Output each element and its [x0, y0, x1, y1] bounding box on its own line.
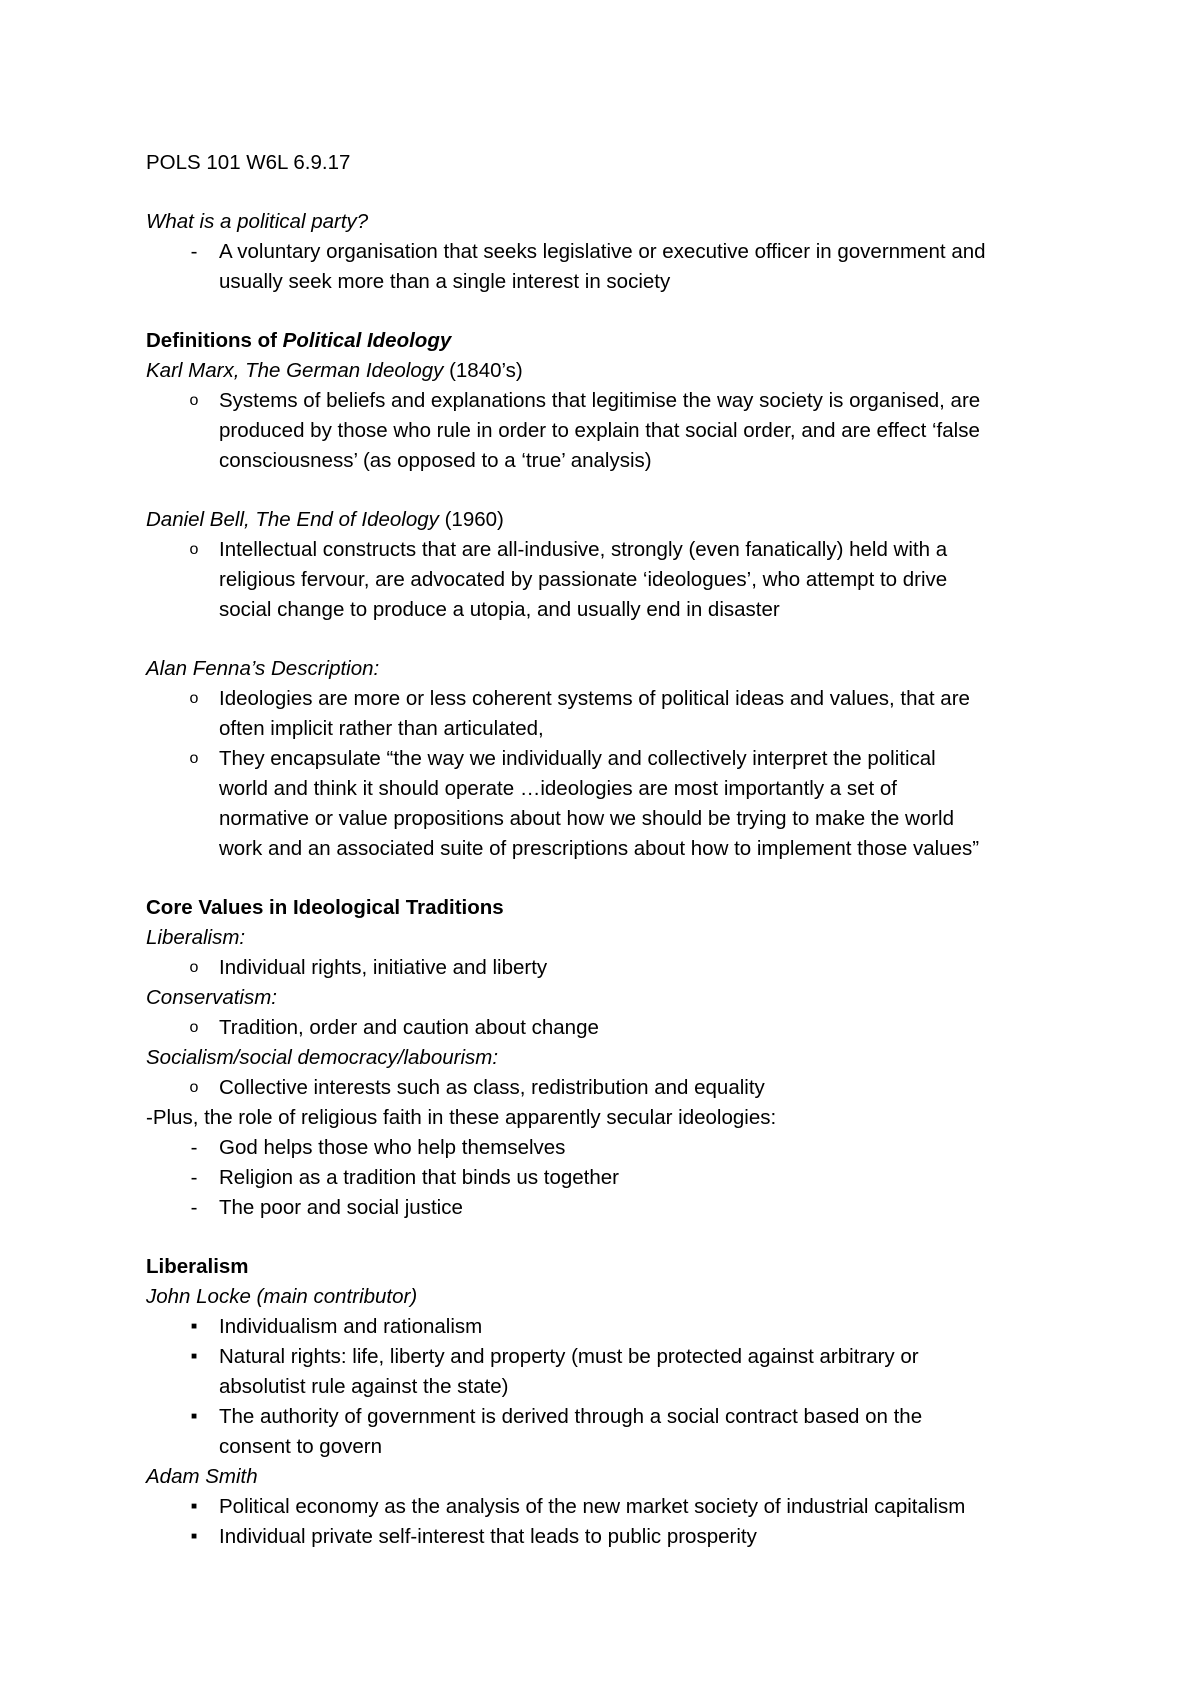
- dash-marker: -: [190, 240, 198, 263]
- list-item-line: religious fervour, are advocated by passionate ‘ideologues’, who attempt to drive: [219, 568, 948, 591]
- list-item-line: work and an associated suite of prescriptions about how to implement those values”: [219, 837, 980, 860]
- list-item-line: Ideologies are more or less coherent systems of political ideas and values, that are: [219, 687, 970, 710]
- list-item-line: Intellectual constructs that are all-indusive, strongly (even fanatically) held with a: [219, 538, 948, 561]
- list-item-line: social change to produce a utopia, and usually end in disaster: [219, 598, 780, 621]
- subheading-liberalism: Liberalism:: [146, 926, 246, 949]
- list-item-line: absolutist rule against the state): [219, 1375, 509, 1398]
- source-year: (1960): [438, 508, 504, 531]
- subheading-smith: Adam Smith: [146, 1465, 258, 1488]
- section-heading-liberalism: Liberalism: [146, 1255, 249, 1278]
- section-heading-core-values: Core Values in Ideological Traditions: [146, 896, 504, 919]
- list-item-line: Individualism and rationalism: [219, 1315, 483, 1338]
- subheading-conservatism: Conservatism:: [146, 986, 278, 1009]
- question-heading: What is a political party?: [146, 210, 369, 233]
- paragraph-religion: -Plus, the role of religious faith in these apparently secular ideologies:: [146, 1106, 777, 1129]
- circle-bullet: o: [189, 541, 199, 558]
- list-item-line: The authority of government is derived through a social contract based on the: [219, 1405, 923, 1428]
- list-item: [146, 744, 1066, 864]
- list-item: [146, 1193, 1066, 1223]
- subheading-locke: John Locke (main contributor): [146, 1285, 418, 1308]
- list-item-line: consciousness’ (as opposed to a ‘true’ analysis): [219, 449, 652, 472]
- heading-italic-text: Political Ideology: [282, 329, 452, 352]
- source-bell: [146, 505, 1066, 535]
- list-item: [146, 1133, 1066, 1163]
- list-item-line: Collective interests such as class, redistribution and equality: [219, 1076, 765, 1099]
- circle-bullet: o: [189, 750, 199, 767]
- source-title: Daniel Bell, The End of Ideology: [146, 508, 439, 531]
- list-item-line: Religion as a tradition that binds us together: [219, 1166, 620, 1189]
- square-bullet: ■: [190, 1411, 198, 1422]
- list-item-line: They encapsulate “the way we individually and collectively interpret the political: [219, 747, 936, 770]
- list-item: [146, 237, 1066, 297]
- list-item-line: usually seek more than a single interest in society: [219, 270, 671, 293]
- dash-marker: -: [190, 1196, 198, 1219]
- list-item-line: Individual private self-interest that leads to public prosperity: [219, 1525, 757, 1548]
- circle-bullet: o: [189, 690, 199, 707]
- dash-marker: -: [190, 1166, 198, 1189]
- dash-marker: -: [190, 1136, 198, 1159]
- list-item: [146, 1522, 1066, 1552]
- list-item-line: God helps those who help themselves: [219, 1136, 566, 1159]
- list-item: [146, 1312, 1066, 1342]
- list-item: [146, 1492, 1066, 1522]
- list-item: [146, 953, 1066, 983]
- heading-text: Definitions of: [146, 329, 283, 352]
- list-item: [146, 535, 1066, 625]
- list-item: [146, 1013, 1066, 1043]
- square-bullet: ■: [190, 1501, 198, 1512]
- list-item: [146, 1402, 1066, 1462]
- list-item-line: Natural rights: life, liberty and property (must be protected against arbitrary or: [219, 1345, 919, 1368]
- list-item-line: Political economy as the analysis of the new market society of industrial capitalism: [219, 1495, 966, 1518]
- list-item: [146, 684, 1066, 744]
- list-item-line: Tradition, order and caution about change: [219, 1016, 599, 1039]
- list-item-line: produced by those who rule in order to explain that social order, and are effect ‘false: [219, 419, 980, 442]
- list-item-line: world and think it should operate …ideologies are most importantly a set of: [219, 777, 898, 800]
- subheading-socialism: Socialism/social democracy/labourism:: [146, 1046, 499, 1069]
- square-bullet: ■: [190, 1531, 198, 1542]
- list-item: [146, 1163, 1066, 1193]
- list-item-line: often implicit rather than articulated,: [219, 717, 544, 740]
- list-item: [146, 1342, 1066, 1402]
- list-item-line: A voluntary organisation that seeks legislative or executive officer in government and: [219, 240, 986, 263]
- source-title: Karl Marx, The German Ideology: [146, 359, 444, 382]
- square-bullet: ■: [190, 1351, 198, 1362]
- list-item-line: consent to govern: [219, 1435, 382, 1458]
- list-item-line: normative or value propositions about how we should be trying to make the world: [219, 807, 954, 830]
- circle-bullet: o: [189, 1079, 199, 1096]
- source-year: (1840’s): [443, 359, 523, 382]
- list-item-line: Individual rights, initiative and liberty: [219, 956, 548, 979]
- section-heading-definitions: [146, 326, 1066, 356]
- document-body: [146, 148, 1066, 1552]
- square-bullet: ■: [190, 1321, 198, 1332]
- circle-bullet: o: [189, 1019, 199, 1036]
- circle-bullet: o: [189, 959, 199, 976]
- document-title: POLS 101 W6L 6.9.17: [146, 151, 351, 174]
- list-item-line: Systems of beliefs and explanations that legitimise the way society is organised, are: [219, 389, 981, 412]
- list-item: [146, 386, 1066, 476]
- list-item-line: The poor and social justice: [219, 1196, 463, 1219]
- circle-bullet: o: [189, 392, 199, 409]
- source-marx: [146, 356, 1066, 386]
- list-item: [146, 1073, 1066, 1103]
- source-fenna: Alan Fenna’s Description:: [146, 657, 380, 680]
